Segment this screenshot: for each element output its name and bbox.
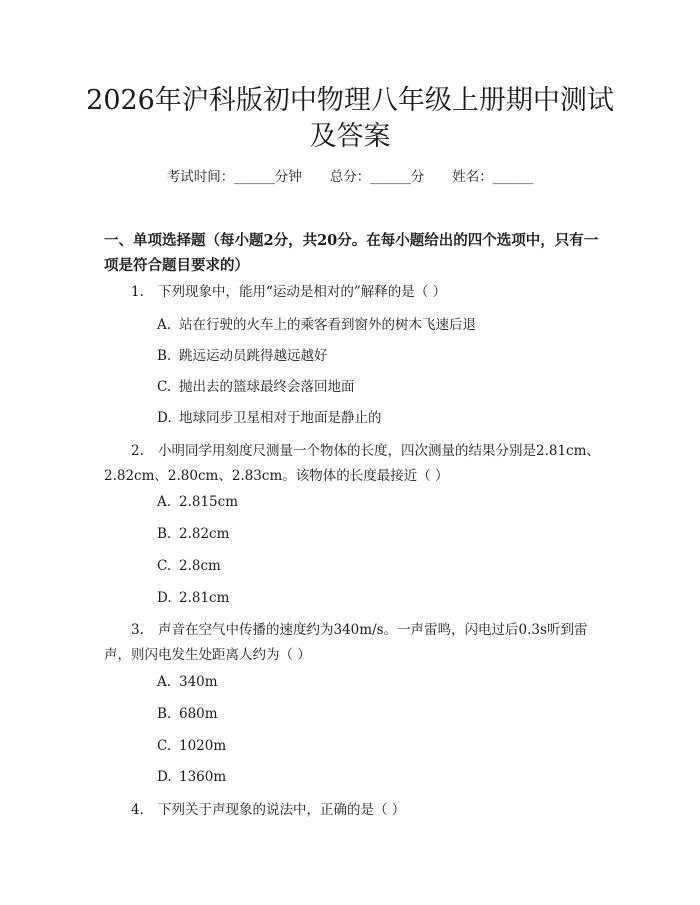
question-3-option-a bbox=[157, 672, 597, 692]
option-text: 抛出去的篮球最终会落回地面 bbox=[179, 379, 355, 395]
option-text: 1360m bbox=[179, 769, 227, 785]
section-heading-single-choice: 一、单项选择题（每小题2分，共20分。在每小题给出的四个选项中，只有一项是符合题目要求的） bbox=[104, 232, 599, 274]
option-label: A. bbox=[157, 674, 172, 690]
option-text: 1020m bbox=[179, 738, 227, 754]
question-2-option-b bbox=[157, 524, 597, 544]
question-2-option-d bbox=[157, 588, 597, 608]
option-text: 340m bbox=[179, 674, 218, 690]
option-label: C. bbox=[157, 738, 172, 754]
option-label: C. bbox=[157, 379, 172, 395]
question-number: 2. bbox=[131, 443, 144, 459]
option-label: D. bbox=[157, 590, 172, 606]
question-number: 1. bbox=[131, 284, 144, 300]
document-title-line-1: 2026年沪科版初中物理八年级上册期中测试 bbox=[86, 85, 614, 116]
question-1-option-c bbox=[157, 377, 597, 397]
student-name-field: 姓名：______ bbox=[452, 169, 534, 185]
question-1 bbox=[104, 280, 604, 305]
option-text: 站在行驶的火车上的乘客看到窗外的树木飞速后退 bbox=[179, 317, 476, 333]
question-3-option-c bbox=[157, 736, 597, 756]
option-label: D. bbox=[157, 769, 172, 785]
exam-time-field: 考试时间：______分钟 bbox=[166, 169, 302, 185]
question-text: 下列关于声现象的说法中，正确的是（ ） bbox=[158, 802, 406, 818]
question-3-option-b bbox=[157, 704, 597, 724]
option-text: 地球同步卫星相对于地面是静止的 bbox=[179, 410, 382, 426]
option-text: 2.815cm bbox=[179, 494, 239, 510]
question-number: 3. bbox=[131, 622, 144, 638]
option-label: B. bbox=[157, 348, 172, 364]
question-4 bbox=[104, 798, 604, 823]
option-label: B. bbox=[157, 526, 172, 542]
question-text: 声音在空气中传播的速度约为340m/s。一声雷鸣，闪电过后0.3s听到雷声，则闪电发生处距离人约为（ ） bbox=[104, 622, 588, 663]
question-1-option-a bbox=[157, 315, 597, 335]
question-2 bbox=[104, 439, 604, 489]
option-text: 2.81cm bbox=[179, 590, 230, 606]
total-score-field: 总分：______分 bbox=[329, 169, 425, 185]
option-text: 680m bbox=[179, 706, 218, 722]
option-text: 2.8cm bbox=[179, 558, 221, 574]
exam-info-line bbox=[0, 167, 700, 187]
question-2-option-a bbox=[157, 492, 597, 512]
question-3-option-d bbox=[157, 767, 597, 787]
option-label: A. bbox=[157, 494, 172, 510]
option-label: A. bbox=[157, 317, 172, 333]
question-text: 下列现象中，能用“运动是相对的”解释的是（ ） bbox=[158, 284, 447, 300]
option-label: C. bbox=[157, 558, 172, 574]
question-3 bbox=[104, 618, 604, 668]
question-1-option-b bbox=[157, 346, 597, 366]
question-1-option-d bbox=[157, 408, 597, 428]
option-text: 2.82cm bbox=[179, 526, 230, 542]
question-2-option-c bbox=[157, 556, 597, 576]
option-text: 跳远运动员跳得越远越好 bbox=[179, 348, 328, 364]
option-label: B. bbox=[157, 706, 172, 722]
question-number: 4. bbox=[131, 802, 144, 818]
document-title-line-2: 及答案 bbox=[309, 121, 391, 152]
question-text: 小明同学用刻度尺测量一个物体的长度，四次测量的结果分别是2.81cm、2.82cm、2.80cm、2.83cm。该物体的长度最接近（ ） bbox=[104, 443, 600, 484]
option-label: D. bbox=[157, 410, 172, 426]
